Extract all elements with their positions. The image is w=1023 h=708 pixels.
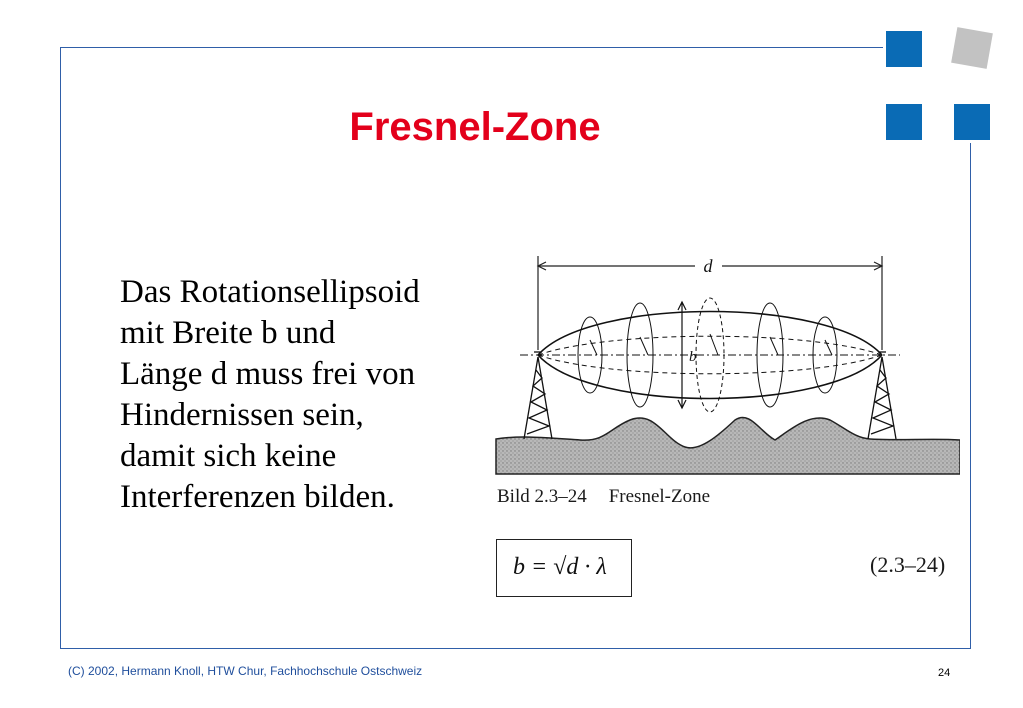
slide-frame-top bbox=[60, 47, 883, 48]
body-line: mit Breite b und bbox=[120, 315, 336, 351]
figure-caption-number: Bild 2.3–24 bbox=[497, 486, 587, 507]
decor-square-gray-rotated bbox=[951, 27, 993, 69]
footer-copyright: (C) 2002, Hermann Knoll, HTW Chur, Fachhochschule Ostschweiz bbox=[68, 664, 423, 678]
body-line: Interferenzen bilden. bbox=[120, 479, 395, 515]
formula: b = √d · λ bbox=[513, 554, 607, 580]
slide-frame-right bbox=[970, 143, 971, 649]
slide-frame-left bbox=[60, 47, 61, 649]
body-line: Länge d muss frei von bbox=[120, 356, 416, 392]
label-d: d bbox=[703, 256, 713, 276]
decor-square-blue-bottom-right bbox=[954, 104, 990, 140]
right-antenna-tower bbox=[868, 352, 896, 439]
slide-title: Fresnel-Zone bbox=[349, 105, 601, 149]
equation-number: (2.3–24) bbox=[870, 552, 946, 577]
figure-caption bbox=[497, 486, 710, 508]
left-antenna-tower bbox=[524, 352, 552, 439]
terrain bbox=[496, 417, 960, 474]
decor-square-blue-bottom-left bbox=[886, 104, 922, 140]
body-line: damit sich keine bbox=[120, 438, 337, 474]
slide-frame-bottom bbox=[60, 648, 970, 649]
label-b: b bbox=[689, 349, 697, 365]
footer-page-number: 24 bbox=[938, 667, 951, 679]
decor-square-blue-top bbox=[886, 31, 922, 67]
fresnel-ellipsoid bbox=[520, 298, 900, 412]
body-line: Das Rotationsellipsoid bbox=[120, 274, 420, 310]
body-line: Hindernissen sein, bbox=[120, 397, 364, 433]
slide-body-text bbox=[120, 272, 500, 518]
figure-caption-title: Fresnel-Zone bbox=[608, 486, 711, 507]
formula-box bbox=[496, 539, 632, 597]
